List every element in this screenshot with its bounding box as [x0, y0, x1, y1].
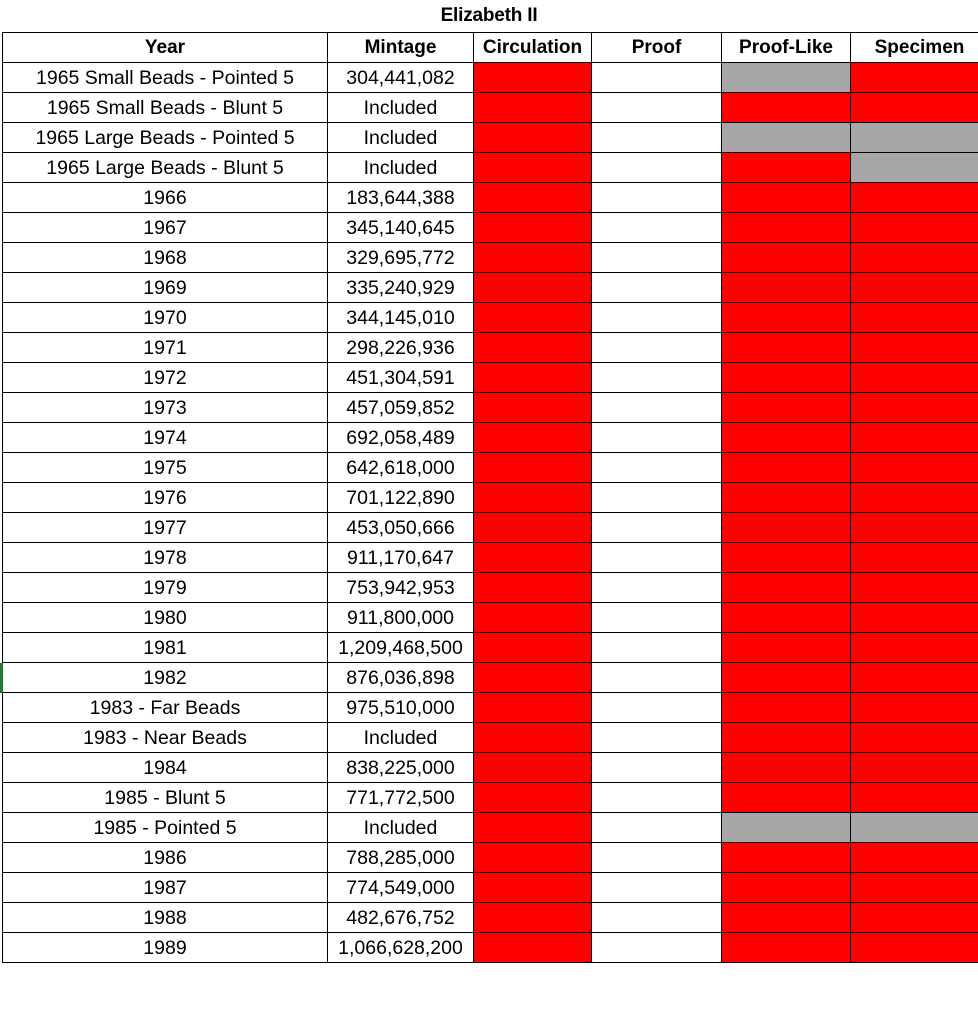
cell-circulation[interactable] — [474, 813, 592, 843]
cell-year[interactable]: 1976 — [3, 483, 328, 513]
cell-proof[interactable] — [592, 813, 722, 843]
cell-proof[interactable] — [592, 273, 722, 303]
cell-specimen[interactable] — [851, 663, 978, 693]
cell-year[interactable]: 1979 — [3, 573, 328, 603]
cell-specimen[interactable] — [851, 243, 978, 273]
cell-proof[interactable] — [592, 93, 722, 123]
table-row — [3, 93, 978, 123]
cell-proof[interactable] — [592, 153, 722, 183]
table-row — [3, 303, 978, 333]
cell-circulation[interactable] — [474, 543, 592, 573]
cell-proof-like[interactable] — [722, 213, 851, 243]
table-title[interactable]: Elizabeth II — [440, 5, 538, 26]
cell-proof[interactable] — [592, 303, 722, 333]
cell-mintage[interactable]: 457,059,852 — [328, 393, 474, 423]
table-row — [3, 543, 978, 573]
cell-specimen[interactable] — [851, 363, 978, 393]
cell-circulation[interactable] — [474, 243, 592, 273]
cell-year[interactable]: 1973 — [3, 393, 328, 423]
cell-mintage[interactable]: 451,304,591 — [328, 363, 474, 393]
cell-circulation[interactable] — [474, 603, 592, 633]
cell-year[interactable]: 1968 — [3, 243, 328, 273]
table-row — [3, 393, 978, 423]
cell-year[interactable]: 1981 — [3, 633, 328, 663]
cell-mintage[interactable]: 774,549,000 — [328, 873, 474, 903]
cell-proof-like[interactable] — [722, 573, 851, 603]
cell-circulation[interactable] — [474, 513, 592, 543]
cell-proof-like[interactable] — [722, 843, 851, 873]
cell-mintage[interactable]: 753,942,953 — [328, 573, 474, 603]
cell-proof[interactable] — [592, 333, 722, 363]
cell-proof[interactable] — [592, 693, 722, 723]
cell-year[interactable]: 1983 - Far Beads — [3, 693, 328, 723]
cell-circulation[interactable] — [474, 213, 592, 243]
cell-proof[interactable] — [592, 873, 722, 903]
cell-circulation[interactable] — [474, 153, 592, 183]
cell-mintage[interactable]: 335,240,929 — [328, 273, 474, 303]
table-row — [3, 363, 978, 393]
cell-mintage[interactable]: Included — [328, 723, 474, 753]
cell-specimen[interactable] — [851, 783, 978, 813]
cell-mintage[interactable]: 304,441,082 — [328, 63, 474, 93]
cell-circulation[interactable] — [474, 333, 592, 363]
table-row — [3, 273, 978, 303]
cell-year[interactable]: 1970 — [3, 303, 328, 333]
cell-proof[interactable] — [592, 723, 722, 753]
cell-circulation[interactable] — [474, 843, 592, 873]
cell-mintage[interactable]: Included — [328, 93, 474, 123]
cell-specimen[interactable] — [851, 93, 978, 123]
table-row — [3, 753, 978, 783]
cell-year[interactable]: 1984 — [3, 753, 328, 783]
cell-year[interactable]: 1989 — [3, 933, 328, 963]
cell-proof-like[interactable] — [722, 723, 851, 753]
cell-proof-like[interactable] — [722, 813, 851, 843]
header-specimen[interactable]: Specimen — [851, 33, 978, 63]
cell-proof[interactable] — [592, 243, 722, 273]
cell-specimen[interactable] — [851, 183, 978, 213]
cell-circulation[interactable] — [474, 573, 592, 603]
cell-mintage[interactable]: 298,226,936 — [328, 333, 474, 363]
cell-proof-like[interactable] — [722, 123, 851, 153]
cell-mintage[interactable]: 911,170,647 — [328, 543, 474, 573]
cell-specimen[interactable] — [851, 753, 978, 783]
cell-proof-like[interactable] — [722, 63, 851, 93]
cell-proof[interactable] — [592, 543, 722, 573]
table-row — [3, 693, 978, 723]
header-row — [3, 33, 978, 63]
cell-proof-like[interactable] — [722, 603, 851, 633]
cell-proof-like[interactable] — [722, 663, 851, 693]
cell-mintage[interactable]: 345,140,645 — [328, 213, 474, 243]
table-row — [3, 843, 978, 873]
table-row — [3, 813, 978, 843]
cell-proof-like[interactable] — [722, 903, 851, 933]
cell-proof-like[interactable] — [722, 273, 851, 303]
cell-year[interactable]: 1969 — [3, 273, 328, 303]
header-mintage[interactable]: Mintage — [328, 33, 474, 63]
cell-proof-like[interactable] — [722, 183, 851, 213]
cell-proof-like[interactable] — [722, 783, 851, 813]
cell-mintage[interactable]: 975,510,000 — [328, 693, 474, 723]
cell-circulation[interactable] — [474, 273, 592, 303]
cell-year[interactable]: 1965 Small Beads - Pointed 5 — [3, 63, 328, 93]
cell-proof-like[interactable] — [722, 93, 851, 123]
active-row-marker — [0, 663, 3, 693]
cell-circulation[interactable] — [474, 723, 592, 753]
cell-circulation[interactable] — [474, 303, 592, 333]
cell-mintage[interactable]: 344,145,010 — [328, 303, 474, 333]
cell-year[interactable]: 1986 — [3, 843, 328, 873]
cell-circulation[interactable] — [474, 753, 592, 783]
cell-proof-like[interactable] — [722, 873, 851, 903]
cell-proof-like[interactable] — [722, 393, 851, 423]
cell-proof[interactable] — [592, 423, 722, 453]
cell-circulation[interactable] — [474, 183, 592, 213]
header-year[interactable]: Year — [3, 33, 328, 63]
cell-circulation[interactable] — [474, 393, 592, 423]
table-row — [3, 453, 978, 483]
cell-proof[interactable] — [592, 513, 722, 543]
cell-proof[interactable] — [592, 933, 722, 963]
cell-proof-like[interactable] — [722, 243, 851, 273]
cell-mintage[interactable]: 692,058,489 — [328, 423, 474, 453]
cell-year[interactable]: 1974 — [3, 423, 328, 453]
cell-year[interactable]: 1988 — [3, 903, 328, 933]
cell-mintage[interactable]: Included — [328, 153, 474, 183]
cell-proof-like[interactable] — [722, 423, 851, 453]
table-row — [3, 633, 978, 663]
cell-proof-like[interactable] — [722, 303, 851, 333]
cell-circulation[interactable] — [474, 933, 592, 963]
table-row — [3, 663, 978, 693]
cell-circulation[interactable] — [474, 483, 592, 513]
table-row — [3, 243, 978, 273]
cell-proof-like[interactable] — [722, 483, 851, 513]
cell-circulation[interactable] — [474, 873, 592, 903]
table-row — [3, 903, 978, 933]
cell-proof-like[interactable] — [722, 933, 851, 963]
cell-specimen[interactable] — [851, 303, 978, 333]
cell-year[interactable]: 1972 — [3, 363, 328, 393]
cell-specimen[interactable] — [851, 813, 978, 843]
cell-year[interactable]: 1978 — [3, 543, 328, 573]
table-row — [3, 873, 978, 903]
table-row — [3, 513, 978, 543]
cell-year[interactable]: 1985 - Pointed 5 — [3, 813, 328, 843]
table-row — [3, 783, 978, 813]
cell-specimen[interactable] — [851, 693, 978, 723]
cell-year[interactable]: 1982 — [3, 663, 328, 693]
cell-specimen[interactable] — [851, 543, 978, 573]
cell-mintage[interactable]: 788,285,000 — [328, 843, 474, 873]
cell-proof-like[interactable] — [722, 693, 851, 723]
cell-mintage[interactable]: Included — [328, 123, 474, 153]
cell-proof[interactable] — [592, 663, 722, 693]
cell-specimen[interactable] — [851, 333, 978, 363]
cell-proof[interactable] — [592, 603, 722, 633]
cell-proof[interactable] — [592, 753, 722, 783]
cell-specimen[interactable] — [851, 513, 978, 543]
cell-year[interactable]: 1967 — [3, 213, 328, 243]
cell-mintage[interactable]: 701,122,890 — [328, 483, 474, 513]
table-row — [3, 183, 978, 213]
cell-specimen[interactable] — [851, 123, 978, 153]
cell-specimen[interactable] — [851, 573, 978, 603]
cell-year[interactable]: 1965 Large Beads - Pointed 5 — [3, 123, 328, 153]
cell-proof[interactable] — [592, 363, 722, 393]
cell-proof[interactable] — [592, 393, 722, 423]
cell-circulation[interactable] — [474, 63, 592, 93]
cell-proof[interactable] — [592, 453, 722, 483]
cell-mintage[interactable]: 1,066,628,200 — [328, 933, 474, 963]
cell-year[interactable]: 1980 — [3, 603, 328, 633]
cell-specimen[interactable] — [851, 843, 978, 873]
cell-mintage[interactable]: 642,618,000 — [328, 453, 474, 483]
header-circulation[interactable]: Circulation — [474, 33, 592, 63]
cell-mintage[interactable]: 771,772,500 — [328, 783, 474, 813]
cell-specimen[interactable] — [851, 453, 978, 483]
cell-specimen[interactable] — [851, 603, 978, 633]
cell-specimen[interactable] — [851, 153, 978, 183]
cell-proof-like[interactable] — [722, 363, 851, 393]
table-row — [3, 483, 978, 513]
cell-year[interactable]: 1975 — [3, 453, 328, 483]
cell-proof[interactable] — [592, 633, 722, 663]
table-row — [3, 213, 978, 243]
cell-year[interactable]: 1966 — [3, 183, 328, 213]
mintage-table — [2, 32, 978, 963]
cell-circulation[interactable] — [474, 93, 592, 123]
table-body — [3, 63, 978, 963]
header-proof[interactable]: Proof — [592, 33, 722, 63]
cell-circulation[interactable] — [474, 783, 592, 813]
table-row — [3, 603, 978, 633]
cell-circulation[interactable] — [474, 363, 592, 393]
table-row — [3, 63, 978, 93]
cell-year[interactable]: 1965 Small Beads - Blunt 5 — [3, 93, 328, 123]
cell-mintage[interactable]: Included — [328, 813, 474, 843]
cell-circulation[interactable] — [474, 453, 592, 483]
cell-specimen[interactable] — [851, 393, 978, 423]
cell-proof-like[interactable] — [722, 513, 851, 543]
cell-circulation[interactable] — [474, 123, 592, 153]
cell-proof-like[interactable] — [722, 153, 851, 183]
cell-proof-like[interactable] — [722, 633, 851, 663]
cell-mintage[interactable]: 453,050,666 — [328, 513, 474, 543]
cell-circulation[interactable] — [474, 423, 592, 453]
cell-proof[interactable] — [592, 483, 722, 513]
table-row — [3, 573, 978, 603]
cell-circulation[interactable] — [474, 663, 592, 693]
cell-mintage[interactable]: 482,676,752 — [328, 903, 474, 933]
cell-proof[interactable] — [592, 63, 722, 93]
cell-mintage[interactable]: 329,695,772 — [328, 243, 474, 273]
cell-year[interactable]: 1965 Large Beads - Blunt 5 — [3, 153, 328, 183]
table-row — [3, 723, 978, 753]
cell-specimen[interactable] — [851, 423, 978, 453]
cell-mintage[interactable]: 911,800,000 — [328, 603, 474, 633]
table-row — [3, 423, 978, 453]
cell-year[interactable]: 1983 - Near Beads — [3, 723, 328, 753]
cell-year[interactable]: 1987 — [3, 873, 328, 903]
cell-mintage[interactable]: 183,644,388 — [328, 183, 474, 213]
cell-proof[interactable] — [592, 183, 722, 213]
cell-proof-like[interactable] — [722, 333, 851, 363]
cell-specimen[interactable] — [851, 63, 978, 93]
cell-proof-like[interactable] — [722, 453, 851, 483]
cell-specimen[interactable] — [851, 273, 978, 303]
cell-specimen[interactable] — [851, 213, 978, 243]
cell-proof[interactable] — [592, 213, 722, 243]
table-row — [3, 153, 978, 183]
cell-specimen[interactable] — [851, 633, 978, 663]
cell-year[interactable]: 1985 - Blunt 5 — [3, 783, 328, 813]
cell-mintage[interactable]: 838,225,000 — [328, 753, 474, 783]
cell-specimen[interactable] — [851, 933, 978, 963]
cell-proof[interactable] — [592, 783, 722, 813]
cell-circulation[interactable] — [474, 693, 592, 723]
cell-proof[interactable] — [592, 123, 722, 153]
cell-circulation[interactable] — [474, 903, 592, 933]
cell-mintage[interactable]: 876,036,898 — [328, 663, 474, 693]
table-row — [3, 123, 978, 153]
header-proof-like[interactable]: Proof-Like — [722, 33, 851, 63]
cell-year[interactable]: 1971 — [3, 333, 328, 363]
cell-circulation[interactable] — [474, 633, 592, 663]
cell-proof-like[interactable] — [722, 543, 851, 573]
cell-specimen[interactable] — [851, 873, 978, 903]
cell-specimen[interactable] — [851, 483, 978, 513]
cell-proof[interactable] — [592, 843, 722, 873]
cell-specimen[interactable] — [851, 903, 978, 933]
cell-proof[interactable] — [592, 573, 722, 603]
cell-specimen[interactable] — [851, 723, 978, 753]
cell-mintage[interactable]: 1,209,468,500 — [328, 633, 474, 663]
table-row — [3, 333, 978, 363]
cell-proof-like[interactable] — [722, 753, 851, 783]
table-row — [3, 933, 978, 963]
cell-year[interactable]: 1977 — [3, 513, 328, 543]
cell-proof[interactable] — [592, 903, 722, 933]
